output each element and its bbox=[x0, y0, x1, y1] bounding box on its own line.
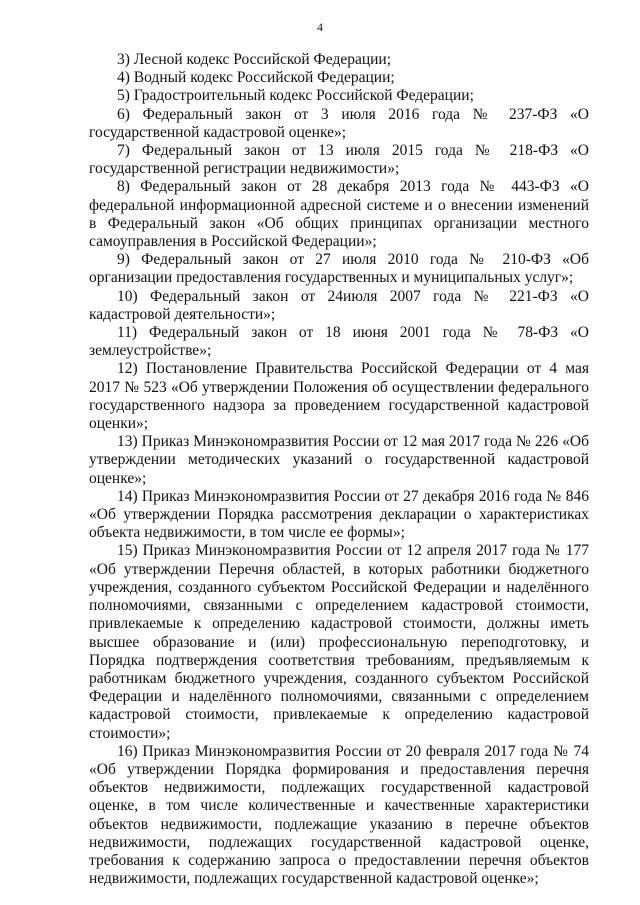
list-item: 4) Водный кодекс Российской Федерации; bbox=[117, 69, 395, 87]
list-item: 10) Федеральный закон от 24июля 2007 года № 221-ФЗ «О кадастровой деятельности»; bbox=[89, 287, 589, 323]
list-item: 3) Лесной кодекс Российской Федерации; bbox=[117, 51, 392, 68]
list-item: 5) Градостроительный кодекс Российской Федерации; bbox=[117, 87, 474, 105]
list-item: 6) Федеральный закон от 3 июля 2016 года № 237-ФЗ «О государственной кадастровой оценке»; bbox=[89, 105, 589, 141]
list-item: 16) Приказ Минэкономразвития России от 20 февраля 2017 года № 74 «Об утверждении Порядка формирования и предоставления перечня объектов недвижимости, подлежащих государственной кадастровой оценке, в том числе количественные и качественные характеристики объектов недвижимости, подлежащие указанию в перечне объектов недвижимости, подлежащих государственной кадастровой оценке, требования к содержанию запроса о предоставлении перечня объектов недвижимости, подлежащих государственной кадастровой оценке»; bbox=[89, 742, 589, 888]
page-number: 4 bbox=[317, 20, 323, 34]
legal-acts-list bbox=[89, 51, 589, 888]
list-item: 8) Федеральный закон от 28 декабря 2013 года № 443-ФЗ «О федеральной информационной адресной системе и о внесении изменений в Федеральный закон «Об общих принципах организации местного самоуправления в Российской Федерации»; bbox=[89, 178, 589, 251]
list-item: 13) Приказ Минэкономразвития России от 12 мая 2017 года № 226 «Об утверждении методических указаний о государственной кадастровой оценке»; bbox=[89, 433, 589, 487]
list-item: 7) Федеральный закон от 13 июля 2015 года № 218-ФЗ «О государственной регистрации недвижимости»; bbox=[89, 142, 589, 178]
list-item: 15) Приказ Минэкономразвития России от 12 апреля 2017 года № 177 «Об утверждении Перечня областей, в которых работники бюджетного учреждения, созданного субъектом Российской Федерации и наделённого полномочиями, связанными с определением кадастровой стоимости, привлекаемые к определению кадастровой стоимости, должны иметь высшее образование и (или) профессиональную переподготовку, и Порядка подтверждения соответствия требованиям, предъявляемым к работникам бюджетного учреждения, созданного субъектом Российской Федерации и наделённого полномочиями, связанными с определением кадастровой стоимости, привлекаемые к определению кадастровой стоимости»; bbox=[89, 542, 589, 742]
list-item: 11) Федеральный закон от 18 июня 2001 года № 78-ФЗ «О землеустройстве»; bbox=[89, 324, 589, 360]
list-item: 14) Приказ Минэкономразвития России от 27 декабря 2016 года № 846 «Об утверждении Порядка рассмотрения декларации о характеристиках объекта недвижимости, в том числе ее формы»; bbox=[89, 487, 589, 542]
list-item: 9) Федеральный закон от 27 июля 2010 года № 210-ФЗ «Об организации предоставления государственных и муниципальных услуг»; bbox=[89, 251, 589, 287]
list-item: 12) Постановление Правительства Российской Федерации от 4 мая 2017 № 523 «Об утверждении Положения об осуществлении федерального государственного надзора за проведением государственной кадастровой оценки»; bbox=[89, 360, 589, 433]
